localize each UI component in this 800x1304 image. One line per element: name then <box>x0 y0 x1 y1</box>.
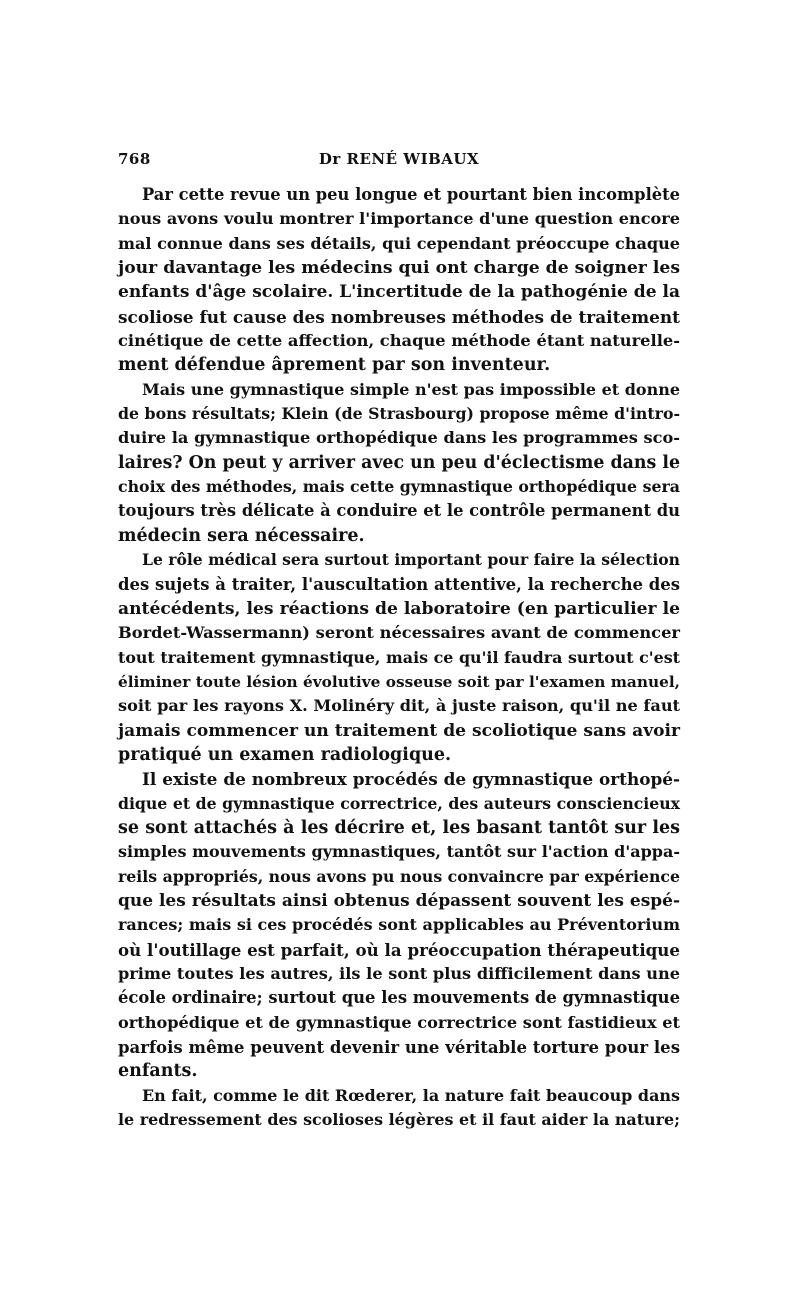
running-head-author: Dr RENÉ WIBAUX <box>318 150 480 168</box>
text-line: des sujets à traiter, l'auscultation attentive, la recherche des <box>118 574 680 594</box>
text-line: choix des méthodes, mais cette gymnastique orthopédique sera <box>118 477 680 497</box>
text-line: médecin sera nécessaire. <box>118 525 365 546</box>
text-line: Le rôle médical sera surtout important pour faire la sélection <box>142 550 680 570</box>
paragraph-1 <box>118 183 680 378</box>
text-line: enfants d'âge scolaire. L'incertitude de la pathogénie de la <box>118 282 680 303</box>
text-line: duire la gymnastique orthopédique dans les programmes sco- <box>118 428 680 448</box>
text-line: que les résultats ainsi obtenus dépassent souvent les espé- <box>118 890 680 911</box>
text-line: le redressement des scolioses légères et il faut aider la nature; <box>118 1110 680 1130</box>
text-line: école ordinaire; surtout que les mouvements de gymnastique <box>118 988 680 1008</box>
text-line: jamais commencer un traitement de scoliotique sans avoir <box>118 720 680 741</box>
text-line: dique et de gymnastique correctrice, des auteurs consciencieux <box>118 793 680 813</box>
text-line: laires? On peut y arriver avec un peu d'éclectisme dans le <box>118 452 680 473</box>
text-line: simples mouvements gymnastiques, tantôt sur l'action d'appa- <box>118 842 680 862</box>
paragraph-5 <box>118 1084 680 1133</box>
paragraph-3 <box>118 548 680 767</box>
text-line: de bons résultats; Klein (de Strasbourg) propose même d'intro- <box>118 404 680 424</box>
text-line: cinétique de cette affection, chaque méthode étant naturelle- <box>118 331 680 351</box>
text-line: Par cette revue un peu longue et pourtant bien incomplète <box>142 185 680 204</box>
text-line: mal connue dans ses détails, qui cependant préoccupe chaque <box>118 233 680 253</box>
running-head <box>118 150 680 174</box>
text-line: où l'outillage est parfait, où la préoccupation thérapeutique <box>118 939 680 960</box>
page-number: 768 <box>118 150 151 168</box>
text-line: rances; mais si ces procédés sont applicables au Préventorium <box>118 915 680 935</box>
text-line: toujours très délicate à conduire et le contrôle permanent du <box>118 501 680 521</box>
text-line: jour davantage les médecins qui ont charge de soigner les <box>118 258 680 279</box>
text-line: prime toutes les autres, ils le sont plus difficilement dans une <box>118 964 680 983</box>
text-line: orthopédique et de gymnastique correctrice sont fastidieux et <box>118 1012 680 1032</box>
text-line: ment défendue âprement par son inventeur. <box>118 355 551 376</box>
text-line: tout traitement gymnastique, mais ce qu'il faudra surtout c'est <box>118 647 680 667</box>
text-line: pratiqué un examen radiologique. <box>118 744 452 765</box>
text-line: scoliose fut cause des nombreuses méthodes de traitement <box>118 306 680 327</box>
text-line: Mais une gymnastique simple n'est pas impossible et donne <box>142 379 680 399</box>
paragraph-4 <box>118 767 680 1083</box>
text-line: éliminer toute lésion évolutive osseuse soit par l'examen manuel, <box>118 672 680 691</box>
text-line: antécédents, les réactions de laboratoire (en particulier le <box>118 598 680 619</box>
text-line: Bordet-Wassermann) seront nécessaires avant de commencer <box>118 623 680 643</box>
paragraph-2 <box>118 378 680 548</box>
text-line: enfants. <box>118 1061 198 1082</box>
text-line: reils appropriés, nous avons pu nous convaincre par expérience <box>118 866 680 886</box>
text-line: nous avons voulu montrer l'importance d'une question encore <box>118 209 680 229</box>
body-text <box>118 183 680 1132</box>
text-line: En fait, comme le dit Rœderer, la nature fait beaucoup dans <box>142 1085 680 1105</box>
text-line: se sont attachés à les décrire et, les basant tantôt sur les <box>118 817 680 838</box>
text-line: Il existe de nombreux procédés de gymnastique orthopé- <box>142 769 680 790</box>
text-line: soit par les rayons X. Molinéry dit, à juste raison, qu'il ne faut <box>118 696 680 716</box>
text-line: parfois même peuvent devenir une véritable torture pour les <box>118 1037 680 1058</box>
